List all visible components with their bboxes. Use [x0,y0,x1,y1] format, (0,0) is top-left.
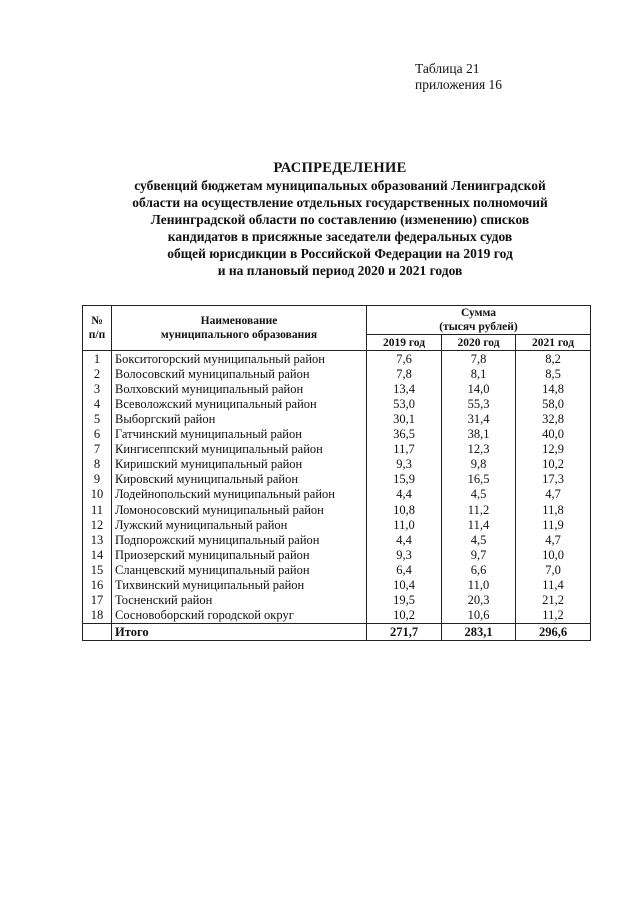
row-number: 6 [83,427,112,442]
municipality-name: Киришский муниципальный район [112,457,367,472]
amount-2020: 16,5 [442,472,516,487]
municipality-name: Тосненский район [112,593,367,608]
amount-2021: 4,7 [516,532,591,547]
amount-2021: 11,4 [516,578,591,593]
municipality-name: Гатчинский муниципальный район [112,427,367,442]
row-number: 8 [83,457,112,472]
amount-2020: 55,3 [442,396,516,411]
table-row [83,593,591,608]
row-number: 9 [83,472,112,487]
table-row [83,381,591,396]
row-number: 4 [83,396,112,411]
amount-2020: 8,1 [442,366,516,381]
amount-2019: 7,6 [367,351,442,367]
title-line: кандидатов в присяжные заседатели федеральных судов [167,229,513,244]
amount-2020: 14,0 [442,381,516,396]
amount-2021: 10,2 [516,457,591,472]
row-number: 2 [83,366,112,381]
amount-2021: 32,8 [516,411,591,426]
municipality-name: Сосновоборский городской округ [112,608,367,624]
document-title [80,160,600,279]
amount-2021: 8,2 [516,351,591,367]
amount-2019: 30,1 [367,411,442,426]
amount-2021: 7,0 [516,562,591,577]
annex-reference [415,61,502,93]
amount-2020: 20,3 [442,593,516,608]
table-row [83,366,591,381]
amount-2020: 6,6 [442,562,516,577]
row-number: 3 [83,381,112,396]
total-2021: 296,6 [516,623,591,640]
amount-2020: 9,7 [442,547,516,562]
row-number: 12 [83,517,112,532]
municipality-name: Кировский муниципальный район [112,472,367,487]
row-number: 5 [83,411,112,426]
title-line: Ленинградской области по составлению (изменению) списков [150,212,530,227]
title-subtitle [80,177,600,279]
row-number: 13 [83,532,112,547]
amount-2021: 17,3 [516,472,591,487]
table-body [83,351,591,624]
amount-2020: 11,2 [442,502,516,517]
table-row [83,427,591,442]
amount-2020: 4,5 [442,532,516,547]
table-row [83,351,591,367]
total-2020: 283,1 [442,623,516,640]
municipality-name: Лодейнопольский муниципальный район [112,487,367,502]
amount-2020: 38,1 [442,427,516,442]
amount-2019: 9,3 [367,457,442,472]
total-row [83,623,591,640]
annex-table-number: Таблица 21 [415,61,480,76]
amount-2020: 11,0 [442,578,516,593]
amount-2020: 9,8 [442,457,516,472]
total-label: Итого [112,623,367,640]
municipality-name: Всеволожский муниципальный район [112,396,367,411]
amount-2019: 13,4 [367,381,442,396]
amount-2019: 10,2 [367,608,442,624]
table-row [83,578,591,593]
total-2019: 271,7 [367,623,442,640]
row-number: 1 [83,351,112,367]
amount-2019: 4,4 [367,532,442,547]
municipality-name: Волосовский муниципальный район [112,366,367,381]
distribution-table [82,305,591,641]
row-number: 7 [83,442,112,457]
title-line: и на плановый период 2020 и 2021 годов [217,263,463,278]
table-row [83,472,591,487]
municipality-name: Подпорожский муниципальный район [112,532,367,547]
row-number: 17 [83,593,112,608]
title-line: области на осуществление отдельных государственных полномочий [132,195,548,210]
amount-2021: 58,0 [516,396,591,411]
table-row [83,532,591,547]
amount-2020: 7,8 [442,351,516,367]
municipality-name: Лужский муниципальный район [112,517,367,532]
amount-2021: 40,0 [516,427,591,442]
municipality-name: Сланцевский муниципальный район [112,562,367,577]
amount-2020: 12,3 [442,442,516,457]
amount-2019: 6,4 [367,562,442,577]
amount-2021: 8,5 [516,366,591,381]
row-number: 10 [83,487,112,502]
amount-2021: 14,8 [516,381,591,396]
header-year-2019: 2019 год [367,335,442,351]
table-row [83,442,591,457]
amount-2019: 10,4 [367,578,442,593]
row-number: 16 [83,578,112,593]
header-year-2021: 2021 год [516,335,591,351]
municipality-name: Бокситогорский муниципальный район [112,351,367,367]
amount-2021: 11,2 [516,608,591,624]
row-number: 15 [83,562,112,577]
table-row [83,411,591,426]
amount-2020: 31,4 [442,411,516,426]
title-main: РАСПРЕДЕЛЕНИЕ [273,160,407,176]
amount-2019: 9,3 [367,547,442,562]
header-year-2020: 2020 год [442,335,516,351]
header-name: Наименование муниципального образования [112,306,367,351]
amount-2021: 10,0 [516,547,591,562]
amount-2020: 11,4 [442,517,516,532]
row-number: 18 [83,608,112,624]
amount-2020: 10,6 [442,608,516,624]
municipality-name: Кингисеппский муниципальный район [112,442,367,457]
header-number: № п/п [83,306,112,351]
header-sum: Сумма (тысяч рублей) [367,306,591,335]
amount-2019: 10,8 [367,502,442,517]
municipality-name: Ломоносовский муниципальный район [112,502,367,517]
row-number: 11 [83,502,112,517]
total-number-cell [83,623,112,640]
table-row [83,396,591,411]
title-line: субвенций бюджетам муниципальных образований Ленинградской [134,178,546,193]
municipality-name: Волховский муниципальный район [112,381,367,396]
amount-2019: 4,4 [367,487,442,502]
municipality-name: Выборгский район [112,411,367,426]
table-header-row [83,306,591,335]
table-row [83,562,591,577]
amount-2019: 7,8 [367,366,442,381]
amount-2021: 11,9 [516,517,591,532]
amount-2019: 15,9 [367,472,442,487]
table-row [83,457,591,472]
amount-2019: 53,0 [367,396,442,411]
municipality-name: Приозерский муниципальный район [112,547,367,562]
amount-2019: 11,7 [367,442,442,457]
table-row [83,502,591,517]
amount-2019: 36,5 [367,427,442,442]
amount-2021: 4,7 [516,487,591,502]
amount-2021: 12,9 [516,442,591,457]
amount-2020: 4,5 [442,487,516,502]
row-number: 14 [83,547,112,562]
municipality-name: Тихвинский муниципальный район [112,578,367,593]
annex-appendix-number: приложения 16 [415,77,503,92]
title-line: общей юрисдикции в Российской Федерации на 2019 год [167,246,513,261]
amount-2021: 21,2 [516,593,591,608]
table-row [83,608,591,624]
amount-2021: 11,8 [516,502,591,517]
table-row [83,547,591,562]
table-row [83,517,591,532]
amount-2019: 11,0 [367,517,442,532]
table-row [83,487,591,502]
amount-2019: 19,5 [367,593,442,608]
